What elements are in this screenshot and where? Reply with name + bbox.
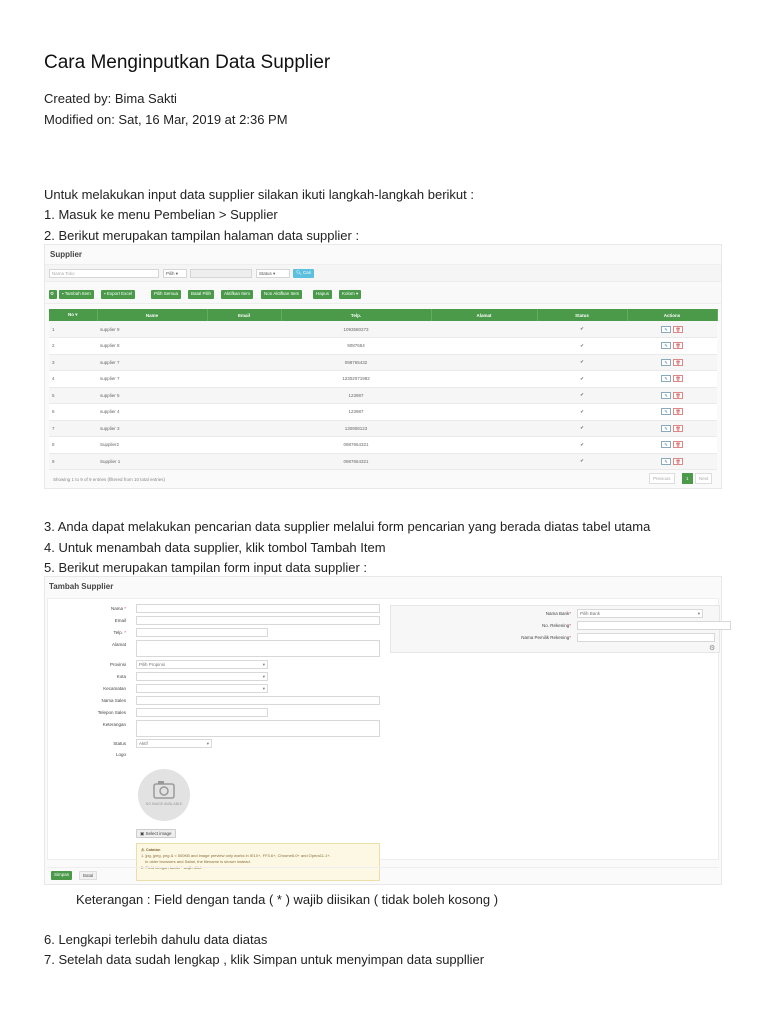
cell-phone: 123987 [281,404,431,421]
filter-select-label: Pilih [166,271,175,276]
note-title-text: Catatan [145,847,161,852]
save-button[interactable]: Simpan [51,871,72,880]
address-textarea[interactable] [136,640,380,657]
cell-name: supplier 7 [97,354,207,371]
city-select[interactable] [136,672,268,681]
cell-actions [627,321,717,338]
columns-label: Kolom [342,291,355,296]
cell-no: 9 [49,453,97,470]
delete-icon[interactable]: 🗑︎ [673,441,683,448]
add-item-button[interactable] [59,290,94,299]
sort-icon: ▾ [75,312,78,317]
address-label: Alamat [111,642,126,647]
search-button-label: Cari [302,270,312,275]
note-line-1: 1. jpg, jpeg, png & < 500KB and image preview only works in IE10+, FF3.6+, Chrome6.0+ and Opera11.1+. [141,853,331,858]
required-marker: * [569,611,571,616]
search-button[interactable] [293,269,314,278]
select-all-button[interactable]: Pilih Semua [151,290,181,299]
cell-email [207,371,281,388]
bank-panel [390,605,720,653]
cell-phone: 0987654321 [281,453,431,470]
delete-icon[interactable]: 🗑︎ [673,326,683,333]
cell-no: 5 [49,387,97,404]
cell-address [431,387,537,404]
shop-name-filter[interactable]: Nama Toko [49,269,159,278]
delete-icon[interactable]: 🗑︎ [673,375,683,382]
cell-email [207,453,281,470]
chevron-down-icon: ▾ [206,741,209,746]
col-name[interactable]: Name [97,309,207,321]
sales-phone-input[interactable] [136,708,268,717]
chevron-down-icon: ▾ [262,686,265,691]
edit-icon[interactable]: ✎ [661,441,671,448]
delete-icon[interactable]: 🗑︎ [673,342,683,349]
deactivate-button[interactable]: Non Aktifkan Item [261,290,302,299]
phone-input[interactable] [136,628,268,637]
cell-address [431,453,537,470]
cell-name: supplier 7 [97,371,207,388]
cell-no: 6 [49,404,97,421]
sales-name-input[interactable] [136,696,380,705]
cell-email [207,420,281,437]
cell-status: ✔ [537,354,627,371]
cell-address [431,338,537,355]
required-marker: * [124,606,126,611]
step-4: 4. Untuk menambah data supplier, klik tombol Tambah Item [44,540,386,555]
col-phone[interactable]: Telp. [281,309,431,321]
table-row [49,371,717,388]
cell-status: ✔ [537,420,627,437]
bank-select[interactable] [577,609,703,618]
cell-actions [627,404,717,421]
edit-icon[interactable]: ✎ [661,342,671,349]
step-6: 6. Lengkapi terlebih dahulu data diatas [44,932,268,947]
table-row [49,387,717,404]
province-label: Provinsi [109,662,126,667]
edit-icon[interactable]: ✎ [661,458,671,465]
cell-address [431,321,537,338]
cell-name: supplier 9 [97,321,207,338]
intro-text: Untuk melakukan input data supplier silakan ikuti langkah-langkah berikut : [44,187,474,202]
required-marker: * [569,623,571,628]
pagination-page[interactable]: 1 [682,473,693,484]
chevron-down-icon: ▾ [262,674,265,679]
cell-actions [627,338,717,355]
cell-phone: 1093580273 [281,321,431,338]
cell-name: supplier 3 [97,420,207,437]
cell-no: 7 [49,420,97,437]
edit-icon[interactable]: ✎ [661,425,671,432]
province-select[interactable] [136,660,268,669]
activate-button[interactable]: Aktifkan Item [221,290,253,299]
delete-button[interactable]: Hapus [313,290,332,299]
account-owner-label [439,635,571,640]
cell-actions [627,453,717,470]
cell-actions [627,420,717,437]
no-image-text: NO IMAGE AVAILABLE [145,802,183,806]
table-header-row [49,309,717,321]
delete-icon[interactable]: 🗑︎ [673,359,683,366]
note-line-3: 2. Field dengan tanda * wajib diisi. [141,865,202,870]
add-icon: ▪ [62,291,64,296]
delete-icon[interactable]: 🗑︎ [673,425,683,432]
cancel-button[interactable]: Batal [79,871,97,880]
export-label: Export Excel [106,291,133,296]
account-owner-label-text: Nama Pemilik Rekening [521,635,570,640]
bank-select-value: Pilih Bank [580,611,601,616]
cell-address [431,404,537,421]
cell-phone: 098765432 [281,354,431,371]
cell-status: ✔ [537,404,627,421]
edit-icon[interactable]: ✎ [661,375,671,382]
chevron-down-icon: ▾ [262,662,265,667]
filter-bar [45,264,721,282]
district-select[interactable] [136,684,268,693]
status-filter[interactable]: Status ▾ [256,269,290,278]
cell-name: Supplier 1 [97,453,207,470]
cell-email [207,404,281,421]
cell-no: 3 [49,354,97,371]
status-filter-label: Status [259,271,272,276]
table-row [49,321,717,338]
account-no-label [459,623,571,628]
filter-date-range[interactable] [190,269,252,278]
bank-name-label [459,611,571,616]
pagination-next[interactable]: Next [695,473,712,484]
cell-email [207,387,281,404]
warning-icon: ⚠ [141,847,145,852]
account-no-input[interactable] [577,621,731,630]
col-no[interactable] [49,309,97,321]
table-row [49,420,717,437]
cell-phone: 12302071982 [281,371,431,388]
cell-phone: 130908123 [281,420,431,437]
cell-no: 8 [49,437,97,454]
note-label: Keterangan [102,722,126,727]
select-image-button[interactable] [136,829,176,838]
cell-actions [627,387,717,404]
supplier-table [49,309,718,470]
note-textarea[interactable] [136,720,380,737]
col-address[interactable]: Alamat [431,309,537,321]
required-marker: * [569,635,571,640]
cell-no: 4 [49,371,97,388]
cell-address [431,371,537,388]
cell-phone: 0987654321 [281,437,431,454]
cell-address [431,420,537,437]
form-footer [47,867,719,881]
add-item-label: Tambah Item [64,291,91,296]
delete-icon[interactable]: 🗑︎ [673,392,683,399]
cell-email [207,437,281,454]
unselect-button[interactable]: Batal Pilih [188,290,214,299]
city-label: Kota [116,674,126,679]
cell-status: ✔ [537,453,627,470]
cell-address [431,354,537,371]
name-label [56,606,126,611]
supplier-form-screenshot [44,576,722,885]
logo-label: Logo [115,752,126,757]
cell-no: 1 [49,321,97,338]
note-line-2: In older browsers and Safari, the filename is shown instead. [145,859,251,864]
delete-icon[interactable]: 🗑︎ [673,458,683,465]
col-no-label: No [67,312,74,317]
logo-placeholder [138,769,190,821]
bank-name-label-text: Nama Bank [545,611,570,616]
email-input[interactable] [136,616,380,625]
cell-name: supplier 5 [97,387,207,404]
cell-actions [627,354,717,371]
col-actions: Actions [627,309,717,321]
table-row [49,404,717,421]
cell-email [207,354,281,371]
step-1: 1. Masuk ke menu Pembelian > Supplier [44,207,278,222]
edit-icon[interactable]: ✎ [661,408,671,415]
export-excel-button[interactable] [101,290,135,299]
step-3: 3. Anda dapat melakukan pencarian data supplier melalui form pencarian yang berada diatas tabel utama [44,519,651,534]
status-label: Status [113,741,126,746]
search-icon: 🔍︎ [296,270,302,275]
account-owner-input[interactable] [577,633,715,642]
pagination-prev[interactable]: Previous [649,473,675,484]
edit-icon[interactable]: ✎ [661,359,671,366]
table-info: Showing 1 to 9 of 9 entries (filtered from 10 total entries) [53,477,166,482]
cell-email [207,321,281,338]
form-panel [47,598,719,870]
cell-actions [627,371,717,388]
cell-status: ✔ [537,321,627,338]
cell-name: supplier 8 [97,338,207,355]
step-7: 7. Setelah data sudah lengkap , klik Simpan untuk menyimpan data suppllier [44,952,485,967]
table-row [49,437,717,454]
select-image-label: Select image [145,831,172,836]
province-value: Pilih Propinsi [139,662,166,667]
cell-address [431,437,537,454]
edit-icon[interactable]: ✎ [661,326,671,333]
status-select[interactable] [136,739,212,748]
cell-status: ✔ [537,437,627,454]
cell-actions [627,437,717,454]
cell-no: 2 [49,338,97,355]
step-2: 2. Berikut merupakan tampilan halaman data supplier : [44,228,360,243]
edit-icon[interactable]: ✎ [661,392,671,399]
cell-name: Supplier2 [97,437,207,454]
cell-status: ✔ [537,338,627,355]
modified-on: Modified on: Sat, 16 Mar, 2019 at 2:36 PM [44,112,288,127]
action-bar [45,286,721,304]
document-title: Cara Menginputkan Data Supplier [44,52,331,73]
form-title: Tambah Supplier [49,582,114,591]
columns-button[interactable]: Kolom ▾ [339,290,361,299]
settings-icon[interactable]: ⚙ [709,645,716,652]
file-icon: ▪ [104,291,106,296]
table-row [49,453,717,470]
cell-status: ✔ [537,387,627,404]
supplier-list-screenshot [44,244,722,489]
keterangan-note: Keterangan : Field dengan tanda ( * ) wajib diisikan ( tidak boleh kosong ) [76,892,499,907]
col-email[interactable]: Email [207,309,281,321]
delete-icon[interactable]: 🗑︎ [673,408,683,415]
cell-phone: 9087654 [281,338,431,355]
filter-select[interactable]: Pilih ▾ [163,269,187,278]
phone-label [56,630,126,635]
cell-email [207,338,281,355]
chevron-down-icon: ▾ [697,611,700,616]
col-status[interactable]: Status [537,309,627,321]
created-by: Created by: Bima Sakti [44,91,177,106]
email-label: Email [114,618,126,623]
cell-status: ✔ [537,371,627,388]
image-icon: ▣ [140,831,145,836]
required-marker: * [124,630,126,635]
table-row [49,354,717,371]
camera-icon [138,769,190,821]
account-no-label-text: No. Rekening [541,623,570,628]
step-5: 5. Berikut merupakan tampilan form input data supplier : [44,560,368,575]
status-value: Aktif [139,741,148,746]
cell-name: supplier 4 [97,404,207,421]
table-row [49,338,717,355]
name-input[interactable] [136,604,380,613]
name-label-text: Nama [110,606,123,611]
phone-label-text: Telp. [113,630,123,635]
district-label: Kecamatan [103,686,126,691]
settings-icon[interactable]: ⚙ [49,290,57,299]
supplier-page-title: Supplier [50,250,83,259]
sales-name-label: Nama Sales [101,698,126,703]
sales-phone-label: Telepon Sales [97,710,126,715]
cell-phone: 123987 [281,387,431,404]
